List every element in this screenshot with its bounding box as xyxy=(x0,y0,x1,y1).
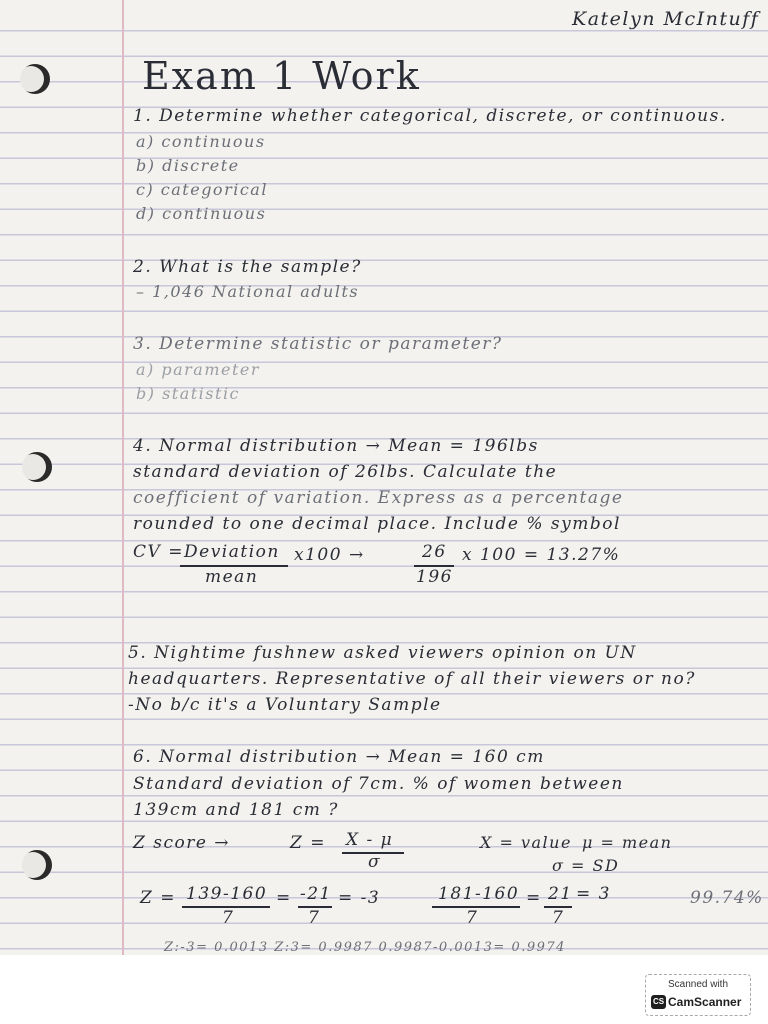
cv-multiplier: x100 → xyxy=(294,545,365,565)
calc1-numerator: 139-160 xyxy=(186,884,268,904)
q2-prompt: 2. What is the sample? xyxy=(133,257,362,277)
binder-hole xyxy=(22,850,52,880)
margin-line xyxy=(122,0,124,955)
calc2-numerator-2: 21 xyxy=(548,884,573,904)
cv-denominator: mean xyxy=(205,567,259,587)
cv-calc-denominator: 196 xyxy=(416,567,453,587)
q6-line-2: Standard deviation of 7cm. % of women between xyxy=(133,774,624,794)
calc2-numerator: 181-160 xyxy=(438,884,520,904)
q3-answer-a: a) parameter xyxy=(136,360,261,379)
q1-answer-b: b) discrete xyxy=(136,156,240,175)
q1-answer-c: c) categorical xyxy=(136,180,268,199)
q3-prompt: 3. Determine statistic or parameter? xyxy=(133,334,503,354)
calc1-result: = -3 xyxy=(338,888,381,908)
z-numerator: X - μ xyxy=(346,830,394,850)
calc1-denominator: 7 xyxy=(222,908,235,928)
calc1-numerator-2: -21 xyxy=(300,884,332,904)
q3-answer-b: b) statistic xyxy=(136,384,241,403)
q5-line-1: 5. Nightime fushnew asked viewers opinion on UN xyxy=(128,643,637,663)
probability-line: Z:-3= 0.0013 Z:3= 0.9987 0.9987-0.0013= 0.9974 xyxy=(164,940,566,955)
calc1-mid: = xyxy=(276,888,292,908)
calc2-mid: = xyxy=(526,888,542,908)
calc1-denominator-2: 7 xyxy=(308,908,321,928)
watermark-brand: CamScanner xyxy=(668,995,742,1009)
calc2-denominator-2: 7 xyxy=(552,908,565,928)
calc1-prefix: Z = xyxy=(140,888,176,908)
q4-line-2: standard deviation of 26lbs. Calculate the xyxy=(133,462,558,482)
camscanner-logo-icon: CS xyxy=(651,995,666,1009)
final-percentage: 99.74% xyxy=(690,888,764,908)
q2-answer: – 1,046 National adults xyxy=(136,282,360,301)
cv-numerator: Deviation xyxy=(184,542,280,562)
q4-line-1: 4. Normal distribution → Mean = 196lbs xyxy=(133,436,539,456)
author-name: Katelyn McIntuff xyxy=(572,8,760,30)
q1-prompt: 1. Determine whether categorical, discrete, or continuous. xyxy=(133,106,727,126)
cv-calc-numerator: 26 xyxy=(422,542,447,562)
z-denominator: σ xyxy=(368,852,382,872)
q4-line-3: coefficient of variation. Express as a percentage xyxy=(133,488,624,508)
calc2-result: = 3 xyxy=(576,884,611,904)
binder-hole xyxy=(22,452,52,482)
cv-label: CV = xyxy=(133,542,184,562)
z-score-label: Z score → xyxy=(133,833,231,853)
q1-answer-a: a) continuous xyxy=(136,132,266,151)
mu-definition: μ = mean xyxy=(582,833,673,852)
calc2-denominator: 7 xyxy=(466,908,479,928)
z-equals: Z = xyxy=(290,833,326,853)
binder-hole xyxy=(20,64,50,94)
watermark-caption: Scanned with xyxy=(667,979,729,990)
q6-line-1: 6. Normal distribution → Mean = 160 cm xyxy=(133,747,545,767)
camscanner-watermark xyxy=(645,974,751,1016)
page-title: Exam 1 Work xyxy=(142,54,421,98)
q6-line-3: 139cm and 181 cm ? xyxy=(133,800,339,820)
q5-line-2: headquarters. Representative of all their viewers or no? xyxy=(128,669,696,689)
q4-line-4: rounded to one decimal place. Include % symbol xyxy=(133,514,621,534)
cv-result: x 100 = 13.27% xyxy=(462,545,621,565)
x-definition: X = value xyxy=(480,833,572,852)
q1-answer-d: d) continuous xyxy=(136,204,267,223)
sigma-definition: σ = SD xyxy=(552,856,620,875)
q5-line-3: -No b/c it's a Voluntary Sample xyxy=(128,695,442,715)
